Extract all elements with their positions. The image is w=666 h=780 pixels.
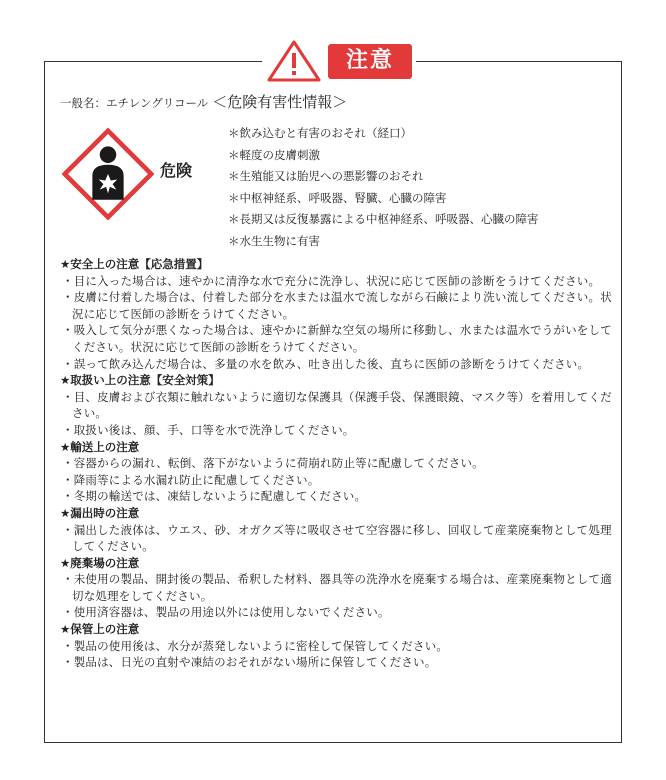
list-item: ・未使用の製品、開封後の製品、希釈した材料、器具等の洗浄水を廃棄する場合は、産業廃棄物として適切な処理をしてください。 — [62, 572, 612, 603]
list-item: ・目に入った場合は、速やかに清浄な水で充分に洗浄し、状況に応じて医師の診断をうけてください。 — [62, 273, 601, 288]
section-heading: ★漏出時の注意 — [60, 505, 140, 520]
hazard-item: ＊長期又は反復暴露による中枢神経系、呼吸器、心臓の障害 — [228, 212, 539, 226]
signal-word: 危険 — [160, 161, 193, 180]
precautions — [60, 256, 612, 671]
list-item: ・容器からの漏れ、転倒、落下がないように荷崩れ防止等に配慮してください。 — [62, 456, 484, 471]
list-item: ・降雨等による水漏れ防止に配慮してください。 — [62, 472, 320, 487]
list-item: ・誤って飲み込んだ場合は、多量の水を飲み、吐き出した後、直ちに医師の診断をうけてください。 — [62, 356, 590, 371]
health-hazard-icon — [62, 128, 154, 220]
product-line — [60, 91, 347, 112]
hazard-item: ＊軽度の皮膚刺激 — [228, 147, 320, 162]
list-item: ・吸入して気分が悪くなった場合は、速やかに新鮮な空気の場所に移動し、水または温水でうがいをしてください。状況に応じて医師の診断をうけてください。 — [62, 323, 612, 354]
product-name: 一般名：エチレングリコール — [60, 96, 209, 110]
warning-triangle-icon — [266, 39, 322, 83]
section-heading: ★輸送上の注意 — [60, 439, 140, 454]
list-item: ・漏出した液体は、ウエス、砂、オガクズ等に吸収させて空容器に移し、回収して産業廃棄物として処理してください。 — [62, 522, 612, 554]
hazard-item: ＊飲み込むと有害のおそれ（経口） — [228, 126, 412, 140]
hazard-item: ＊生殖能又は胎児への悪影響のおそれ — [228, 169, 424, 183]
section-spill — [60, 505, 612, 555]
list-item: ・皮膚に付着した場合は、付着した部分を水または温水で流しながら石鹸により洗い流してください。状況に応じて医師の診断をうけてください。 — [62, 290, 612, 321]
caution-badge: 注意 — [328, 44, 412, 79]
list-item: ・取扱い後は、顔、手、口等を水で洗浄してください。 — [62, 422, 355, 437]
hazard-item: ＊中枢神経系、呼吸器、腎臓、心臓の障害 — [228, 190, 447, 205]
hazard-info-title: ＜危険有害性情報＞ — [212, 93, 348, 111]
section-first-aid — [60, 256, 612, 372]
section-disposal — [60, 555, 612, 621]
section-heading: ★安全上の注意【応急措置】 — [60, 257, 209, 271]
list-item: ・使用済容器は、製品の用途以外には使用しないでください。 — [62, 605, 390, 620]
list-item: ・冬期の輸送では、凍結しないように配慮してください。 — [62, 489, 367, 504]
section-heading: ★取扱い上の注意【安全対策】 — [60, 373, 220, 388]
section-handling — [60, 372, 612, 438]
hazard-list — [228, 123, 539, 252]
caution-header — [262, 39, 416, 83]
section-heading: ★保管上の注意 — [60, 622, 140, 637]
list-item: ・目、皮膚および衣類に触れないように適切な保護具（保護手袋、保護眼鏡、マスク等）を着用してください。 — [62, 389, 612, 421]
hazard-item: ＊水生生物に有害 — [228, 233, 320, 248]
section-storage — [60, 621, 612, 671]
list-item: ・製品の使用後は、水分が蒸発しないように密栓して保管してください。 — [62, 638, 449, 653]
list-item: ・製品は、日光の直射や凍結のおそれがない場所に保管してください。 — [62, 655, 437, 670]
section-heading: ★廃棄場の注意 — [60, 555, 140, 570]
section-transport — [60, 439, 612, 505]
